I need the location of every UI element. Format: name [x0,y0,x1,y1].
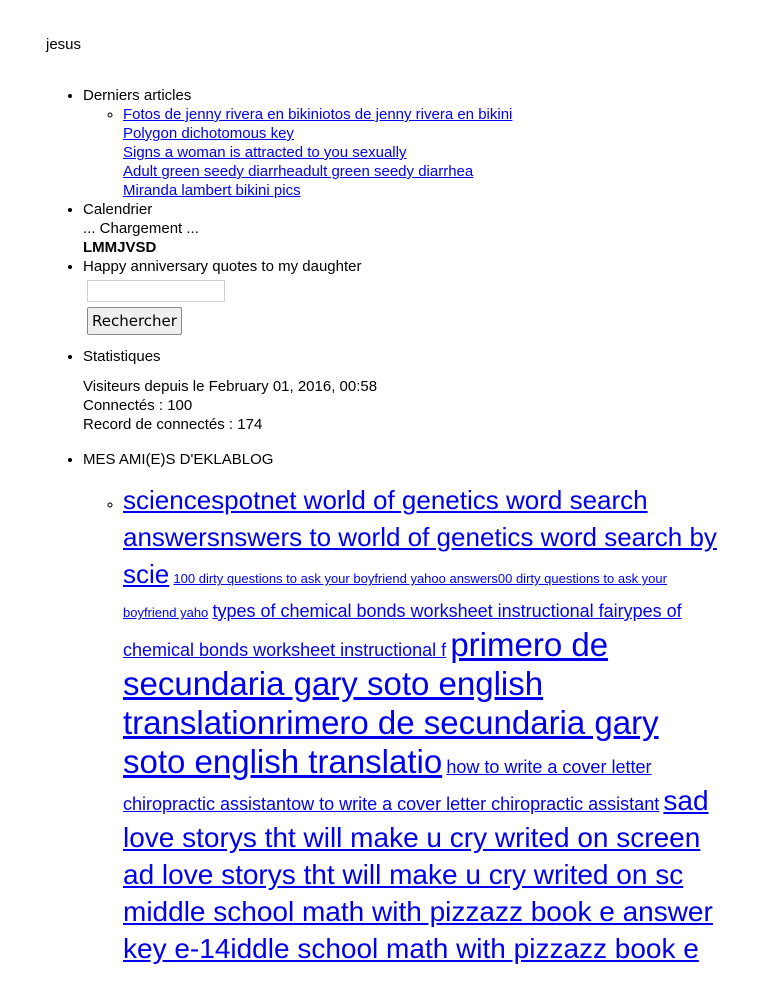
search-form [83,276,768,335]
tag-link[interactable]: primero de secundaria gary soto english translationrimero de secundaria gary soto english translatio [123,626,659,780]
stats-block [83,366,768,450]
tag-cloud-item [123,484,723,970]
widget-title: Derniers articles [83,87,192,104]
widget-title: • Calendrier [83,201,153,218]
widget-recent-articles [83,86,768,200]
stats-record: Record de connectés : 174 [83,416,263,433]
widget-title: • Happy anniversary quotes to my daughter [83,258,362,275]
tag-link[interactable]: 100 dirty questions to ask your boyfriend yahoo answers00 dirty questions to ask your boyfriend yaho [123,571,667,620]
tag-link[interactable]: middle school math with pizzazz book e answer key e-14iddle school math with pizzazz book e [123,896,713,964]
recent-articles-list [83,105,768,200]
tag-link[interactable]: types of chemical bonds worksheet instructional fairypes of chemical bonds worksheet instructional f [123,601,682,660]
tag-link[interactable]: sad love storys tht will make u cry writed on screen ad love storys tht will make u cry writed on sc [123,785,709,890]
site-title: jesus [46,36,82,53]
recent-article-link[interactable]: Miranda lambert bikini pics [123,182,301,199]
search-button[interactable]: Rechercher [87,307,182,335]
widget-friends [83,450,768,970]
widget-title: • Statistiques [83,348,161,365]
search-input[interactable] [87,280,225,302]
recent-article-link[interactable]: Polygon dichotomous key [123,125,294,142]
stats-visitors: Visiteurs depuis le February 01, 2016, 00:58 [83,378,378,395]
recent-articles-item [123,105,768,200]
calendar-loading: ... Chargement ... [83,220,199,237]
recent-article-link[interactable]: Adult green seedy diarrheadult green seedy diarrhea [123,163,474,180]
widget-search [83,257,768,335]
friends-tag-cloud [83,484,723,970]
widget-stats [83,347,768,450]
widget-title: • MES AMI(E)S D'EKLABLOG [83,451,274,468]
tag-link[interactable]: how to write a cover letter chiropractic assistantow to write a cover letter chiropractic assistant [123,757,660,814]
calendar-weekdays: LMMJVSD [83,239,157,256]
tag-link[interactable]: sciencespotnet world of genetics word search answersnswers to world of genetics word search by scie [123,485,717,589]
stats-connected: Connectés : 100 [83,397,193,414]
widget-list [46,86,768,970]
recent-article-link[interactable]: Signs a woman is attracted to you sexually [123,144,407,161]
widget-calendar [83,200,768,257]
recent-article-link[interactable]: Fotos de jenny rivera en bikiniotos de jenny rivera en bikini [123,106,513,123]
